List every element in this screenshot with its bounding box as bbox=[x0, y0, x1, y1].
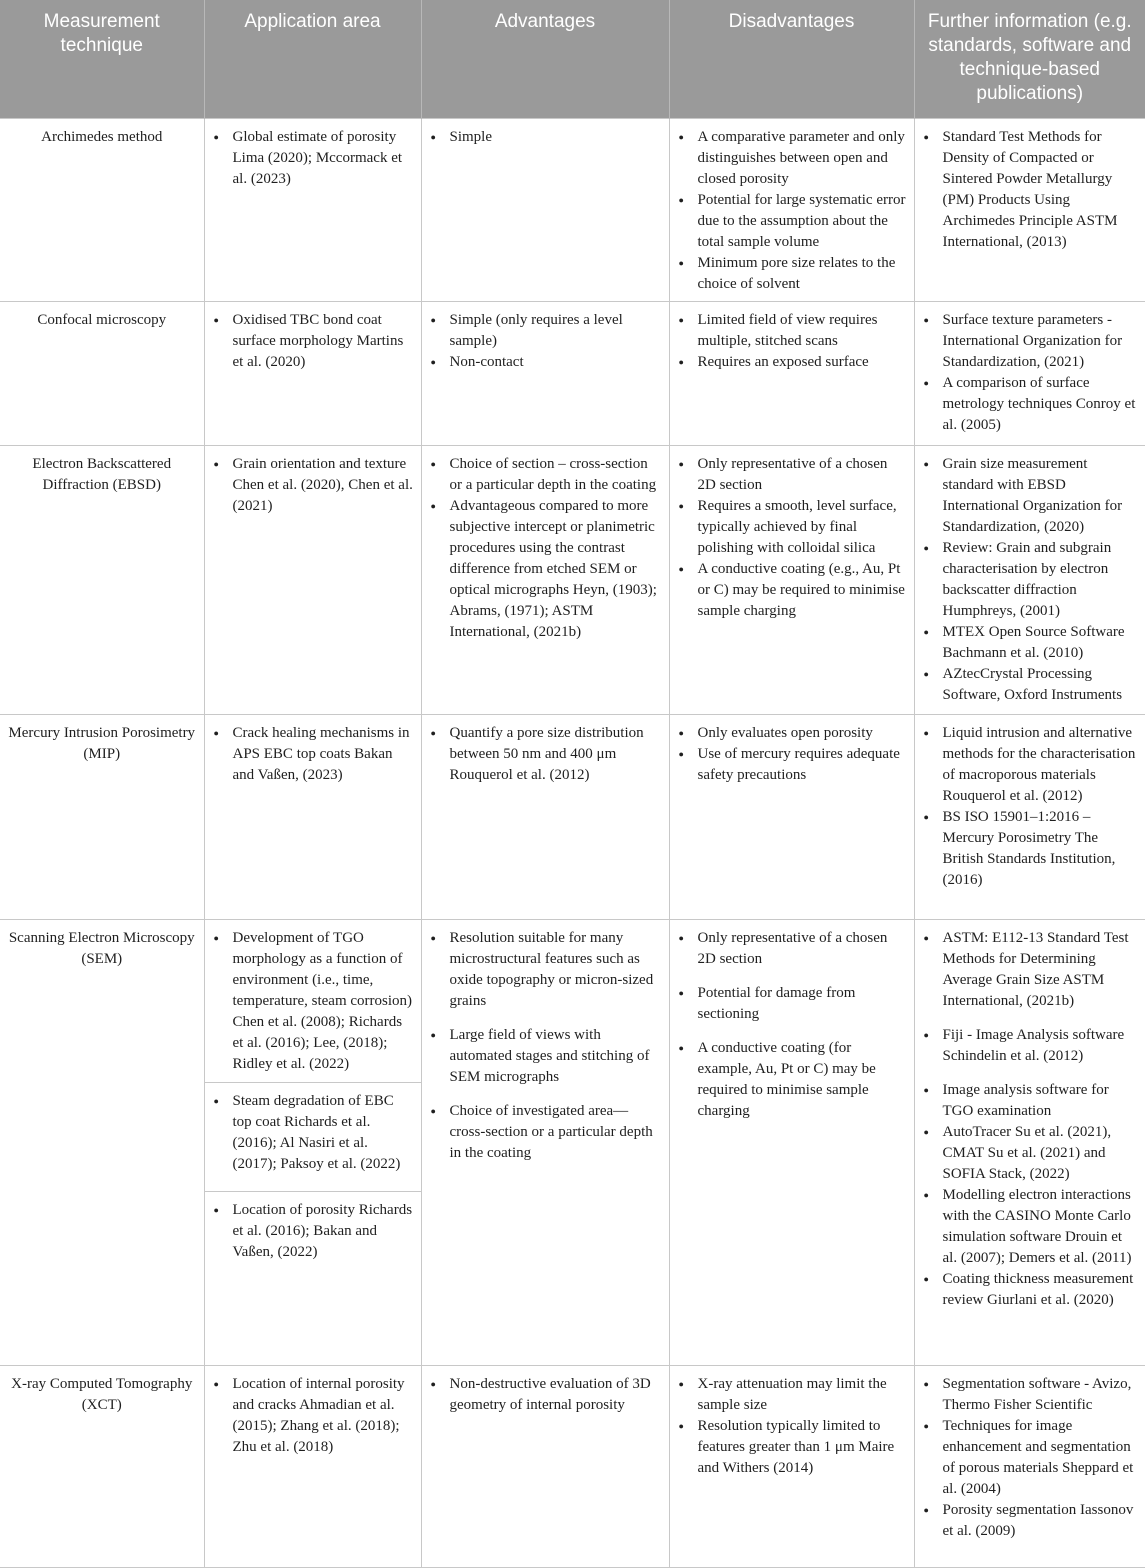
header-disadvantages: Disadvantages bbox=[669, 0, 914, 118]
advantages-cell bbox=[421, 919, 669, 1365]
technique-cell: Scanning Electron Microscopy (SEM) bbox=[0, 919, 204, 1365]
list-item: ● Large field of views with automated stages and stitching of SEM micrographs bbox=[450, 1025, 663, 1088]
disadvantages-cell bbox=[669, 301, 914, 445]
further-info-cell bbox=[914, 301, 1145, 445]
list-item: ● ASTM: E112-13 Standard Test Methods for Determining Average Grain Size ASTM International, (2021b) bbox=[943, 928, 1140, 1012]
list-item: ● A conductive coating (e.g., Au, Pt or C) may be required to minimise sample charging bbox=[698, 559, 908, 622]
list-item: ● Coating thickness measurement review Giurlani et al. (2020) bbox=[943, 1269, 1140, 1311]
table-row bbox=[0, 714, 1145, 919]
list-item: ● Advantageous compared to more subjective intercept or planimetric procedures using the contrast difference from etched SEM or optical micrographs Heyn, (1903); Abrams, (1971); ASTM International, (2021b) bbox=[450, 496, 663, 643]
list-item: ● Use of mercury requires adequate safety precautions bbox=[698, 744, 908, 786]
application-cell bbox=[204, 118, 421, 301]
advantages-cell bbox=[421, 301, 669, 445]
list-item: ● Liquid intrusion and alternative methods for the characterisation of macroporous materials Rouquerol et al. (2012) bbox=[943, 723, 1140, 807]
list-item: ● Image analysis software for TGO examination bbox=[943, 1080, 1140, 1122]
list-item: ● Development of TGO morphology as a function of environment (i.e., time, temperature, steam corrosion) Chen et al. (2008); Richards et al. (2016); Lee, (2018); Ridley et al. (2022) bbox=[233, 928, 415, 1075]
technique-cell: Confocal microscopy bbox=[0, 301, 204, 445]
list-item: ● Steam degradation of EBC top coat Richards et al. (2016); Al Nasiri et al. (2017); Paksoy et al. (2022) bbox=[233, 1091, 415, 1175]
list-item: ● Resolution suitable for many microstructural features such as oxide topography or micron-sized grains bbox=[450, 928, 663, 1012]
list-item: ● A comparison of surface metrology techniques Conroy et al. (2005) bbox=[943, 373, 1140, 436]
advantages-cell bbox=[421, 118, 669, 301]
list-item: ● Surface texture parameters - International Organization for Standardization, (2021) bbox=[943, 310, 1140, 373]
list-item: ● AutoTracer Su et al. (2021), CMAT Su et al. (2021) and SOFIA Stack, (2022) bbox=[943, 1122, 1140, 1185]
list-item: ● Modelling electron interactions with the CASINO Monte Carlo simulation software Drouin et al. (2007); Demers et al. (2011) bbox=[943, 1185, 1140, 1269]
application-cell bbox=[204, 1191, 421, 1365]
list-item: ● Techniques for image enhancement and segmentation of porous materials Sheppard et al. (2004) bbox=[943, 1416, 1140, 1500]
table-row bbox=[0, 919, 1145, 1082]
technique-cell: Archimedes method bbox=[0, 118, 204, 301]
header-application: Application area bbox=[204, 0, 421, 118]
further-info-cell bbox=[914, 919, 1145, 1365]
table-row bbox=[0, 118, 1145, 301]
further-info-cell bbox=[914, 118, 1145, 301]
further-info-cell bbox=[914, 714, 1145, 919]
list-item: ● Requires an exposed surface bbox=[698, 352, 908, 373]
header-further-info: Further information (e.g. standards, software and technique-based publications) bbox=[914, 0, 1145, 118]
list-item: ● Quantify a pore size distribution between 50 nm and 400 μm Rouquerol et al. (2012) bbox=[450, 723, 663, 786]
application-cell bbox=[204, 445, 421, 714]
list-item: ● Simple (only requires a level sample) bbox=[450, 310, 663, 352]
list-item: ● X-ray attenuation may limit the sample size bbox=[698, 1374, 908, 1416]
application-cell bbox=[204, 919, 421, 1082]
list-item: ● Potential for damage from sectioning bbox=[698, 983, 908, 1025]
list-item: ● A conductive coating (for example, Au, Pt or C) may be required to minimise sample charging bbox=[698, 1038, 908, 1122]
list-item: ● Limited field of view requires multiple, stitched scans bbox=[698, 310, 908, 352]
disadvantages-cell bbox=[669, 445, 914, 714]
disadvantages-cell bbox=[669, 714, 914, 919]
header-advantages: Advantages bbox=[421, 0, 669, 118]
list-item: ● A comparative parameter and only distinguishes between open and closed porosity bbox=[698, 127, 908, 190]
advantages-cell bbox=[421, 714, 669, 919]
further-info-cell bbox=[914, 445, 1145, 714]
header-row bbox=[0, 0, 1145, 118]
list-item: ● Grain size measurement standard with EBSD International Organization for Standardization, (2020) bbox=[943, 454, 1140, 538]
list-item: ● AZtecCrystal Processing Software, Oxford Instruments bbox=[943, 664, 1140, 706]
table-row bbox=[0, 1365, 1145, 1567]
list-item: ● Only evaluates open porosity bbox=[698, 723, 908, 744]
application-cell bbox=[204, 1082, 421, 1191]
list-item: ● Standard Test Methods for Density of Compacted or Sintered Powder Metallurgy (PM) Products Using Archimedes Principle ASTM International, (2013) bbox=[943, 127, 1140, 253]
list-item: ● Choice of section – cross-section or a particular depth in the coating bbox=[450, 454, 663, 496]
list-item: ● Requires a smooth, level surface, typically achieved by final polishing with colloidal silica bbox=[698, 496, 908, 559]
list-item: ● Global estimate of porosity Lima (2020); Mccormack et al. (2023) bbox=[233, 127, 415, 190]
disadvantages-cell bbox=[669, 118, 914, 301]
list-item: ● BS ISO 15901–1:2016 – Mercury Porosimetry The British Standards Institution, (2016) bbox=[943, 807, 1140, 891]
advantages-cell bbox=[421, 445, 669, 714]
advantages-cell bbox=[421, 1365, 669, 1567]
list-item: ● Only representative of a chosen 2D section bbox=[698, 454, 908, 496]
list-item: ● Simple bbox=[450, 127, 663, 148]
list-item: ● Porosity segmentation Iassonov et al. (2009) bbox=[943, 1500, 1140, 1542]
list-item: ● Resolution typically limited to features greater than 1 μm Maire and Withers (2014) bbox=[698, 1416, 908, 1479]
application-cell bbox=[204, 1365, 421, 1567]
list-item: ● Oxidised TBC bond coat surface morphology Martins et al. (2020) bbox=[233, 310, 415, 373]
list-item: ● Minimum pore size relates to the choice of solvent bbox=[698, 253, 908, 295]
list-item: ● Non-destructive evaluation of 3D geometry of internal porosity bbox=[450, 1374, 663, 1416]
application-cell bbox=[204, 714, 421, 919]
list-item: ● Review: Grain and subgrain characterisation by electron backscatter diffraction Humphreys, (2001) bbox=[943, 538, 1140, 622]
application-cell bbox=[204, 301, 421, 445]
list-item: ● Only representative of a chosen 2D section bbox=[698, 928, 908, 970]
list-item: ● Location of internal porosity and cracks Ahmadian et al. (2015); Zhang et al. (2018); Zhu et al. (2018) bbox=[233, 1374, 415, 1458]
list-item: ● Crack healing mechanisms in APS EBC top coats Bakan and Vaßen, (2023) bbox=[233, 723, 415, 786]
table-row bbox=[0, 301, 1145, 445]
list-item: ● Potential for large systematic error due to the assumption about the total sample volume bbox=[698, 190, 908, 253]
list-item: ● Non-contact bbox=[450, 352, 663, 373]
list-item: ● Grain orientation and texture Chen et al. (2020), Chen et al. (2021) bbox=[233, 454, 415, 517]
further-info-cell bbox=[914, 1365, 1145, 1567]
list-item: ● Location of porosity Richards et al. (2016); Bakan and Vaßen, (2022) bbox=[233, 1200, 415, 1263]
technique-cell: X-ray Computed Tomography (XCT) bbox=[0, 1365, 204, 1567]
list-item: ● MTEX Open Source Software Bachmann et al. (2010) bbox=[943, 622, 1140, 664]
list-item: ● Fiji - Image Analysis software Schindelin et al. (2012) bbox=[943, 1025, 1140, 1067]
disadvantages-cell bbox=[669, 1365, 914, 1567]
technique-cell: Electron Backscattered Diffraction (EBSD) bbox=[0, 445, 204, 714]
header-technique: Measurement technique bbox=[0, 0, 204, 118]
list-item: ● Segmentation software - Avizo, Thermo Fisher Scientific bbox=[943, 1374, 1140, 1416]
list-item: ● Choice of investigated area—cross-section or a particular depth in the coating bbox=[450, 1101, 663, 1164]
disadvantages-cell bbox=[669, 919, 914, 1365]
technique-cell: Mercury Intrusion Porosimetry (MIP) bbox=[0, 714, 204, 919]
table-row bbox=[0, 445, 1145, 714]
